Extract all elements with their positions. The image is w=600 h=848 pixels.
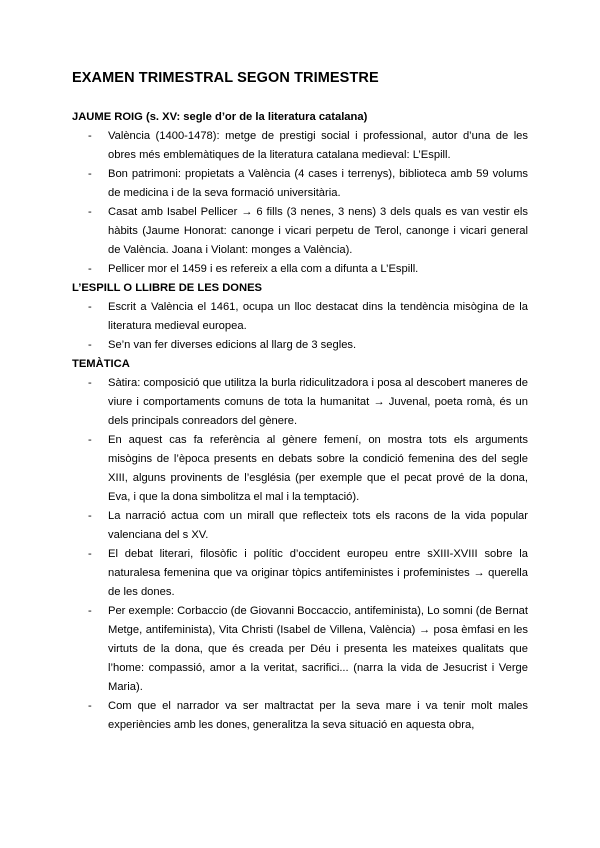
- dash-bullet: -: [88, 548, 92, 560]
- list-item-text: En aquest cas fa referència al gènere femení, on mostra tots els arguments misògins de l’època presents en debats sobre la condició femenina des del segle XIII, alguns provinents de l’església (per exemple que el pecat prové de la dona, Eva, i que la dona simbolitza el mal i la temptació).: [108, 434, 528, 503]
- list-item: [72, 127, 528, 165]
- dash-bullet: -: [88, 168, 92, 180]
- list-item-text: Escrit a València el 1461, ocupa un lloc destacat dins la tendència misògina de la literatura medieval europea.: [108, 301, 528, 332]
- dash-bullet: -: [88, 377, 92, 389]
- list-item: [72, 165, 528, 203]
- dash-bullet: -: [88, 700, 92, 712]
- dash-bullet: -: [88, 605, 92, 617]
- section-jaume-roig: [72, 108, 528, 279]
- section-heading: JAUME ROIG (s. XV: segle d’or de la literatura catalana): [72, 111, 368, 123]
- list-item-text: La narració actua com un mirall que reflecteix tots els racons de la vida popular valenciana del s XV.: [108, 510, 528, 541]
- bullet-list: [72, 298, 528, 355]
- dash-bullet: -: [88, 339, 92, 351]
- list-item: [72, 507, 528, 545]
- page-title: EXAMEN TRIMESTRAL SEGON TRIMESTRE: [72, 70, 379, 86]
- list-item-text: Com que el narrador va ser maltractat per la seva mare i va tenir molt males experiències amb les dones, generalitza la seva situació en aquesta obra,: [108, 700, 528, 731]
- bullet-list: [72, 127, 528, 279]
- list-item: [72, 298, 528, 336]
- list-item: [72, 545, 528, 602]
- list-item-text: El debat literari, filosòfic i polític d’occident europeu entre sXIII-XVIII sobre la naturalesa femenina que va originar tòpics antifeministes i profeministes → querella de les dones.: [108, 548, 528, 598]
- dash-bullet: -: [88, 434, 92, 446]
- list-item-text: Bon patrimoni: propietats a València (4 cases i terrenys), biblioteca amb 59 volums de medicina i de la seva formació universitària.: [108, 168, 528, 199]
- dash-bullet: -: [88, 130, 92, 142]
- list-item: [72, 431, 528, 507]
- list-item-text: València (1400-1478): metge de prestigi social i professional, autor d’una de les obres més emblemàtiques de la literatura catalana medieval: L’Espill.: [108, 130, 528, 161]
- list-item-text: Per exemple: Corbaccio (de Giovanni Boccaccio, antifeminista), Lo somni (de Bernat Metge, antifeminista), Vita Christi (Isabel de Villena, València) → posa èmfasi en les virtuts de la dona, que és creada per Déu i presenta les mateixes qualitats que l’home: compassió, amor a la veritat, sacrifici... (narra la vida de Jesucrist i Verge Maria).: [108, 605, 528, 693]
- list-item-text: Pellicer mor el 1459 i es refereix a ella com a difunta a L’Espill.: [108, 263, 419, 275]
- section-heading: TEMÀTICA: [72, 358, 130, 370]
- list-item: [72, 602, 528, 697]
- list-item-text: Casat amb Isabel Pellicer → 6 fills (3 nenes, 3 nens) 3 dels quals es van vestir els hàbits (Jaume Honorat: canonge i vicari perpetu de Terol, canonge i vicari general de València. Joana i Violant: monges a València).: [108, 206, 528, 256]
- list-item-text: Sàtira: composició que utilitza la burla ridiculitzadora i posa al descobert maneres de viure i comportaments comuns de tota la humanitat → Juvenal, poeta romà, és un dels principals conreadors del gènere.: [108, 377, 528, 427]
- dash-bullet: -: [88, 263, 92, 275]
- section-heading: L’ESPILL O LLIBRE DE LES DONES: [72, 282, 263, 294]
- dash-bullet: -: [88, 510, 92, 522]
- list-item-text: Se’n van fer diverses edicions al llarg de 3 segles.: [108, 339, 357, 351]
- section-tematica: [72, 355, 528, 735]
- list-item: [72, 336, 528, 355]
- section-espill: [72, 279, 528, 355]
- dash-bullet: -: [88, 301, 92, 313]
- bullet-list: [72, 374, 528, 735]
- dash-bullet: -: [88, 206, 92, 218]
- list-item: [72, 374, 528, 431]
- list-item: [72, 697, 528, 735]
- list-item: [72, 260, 528, 279]
- list-item: [72, 203, 528, 260]
